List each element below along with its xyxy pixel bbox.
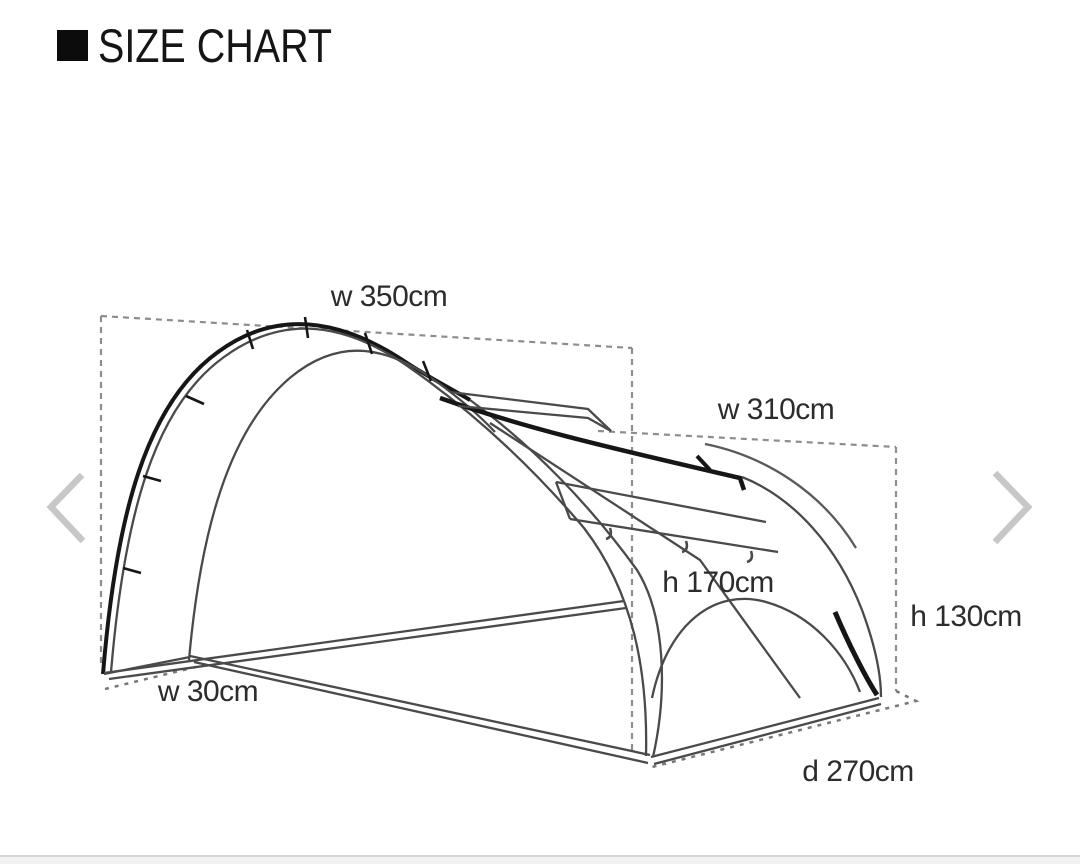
label-cabin-width: w 310cm: [717, 393, 835, 426]
door-outline: [652, 599, 860, 698]
label-cabin-depth: d 270cm: [802, 755, 914, 788]
cabin-door-diagonal-seam: [490, 423, 800, 698]
window-band: [556, 482, 778, 562]
page-title: SIZE CHART: [98, 19, 332, 72]
ground-front-edge: [190, 656, 650, 755]
ground-front-edge-inner: [194, 662, 648, 763]
label-side-offset: w 30cm: [157, 675, 259, 708]
label-canopy-width: w 350cm: [330, 280, 448, 313]
label-peak-height: h 170cm: [662, 566, 774, 599]
zipper-pull-mark: [747, 551, 752, 562]
label-cabin-height: h 130cm: [910, 600, 1022, 633]
bottom-divider: [0, 855, 1080, 864]
cabin-bottom-edge: [651, 698, 879, 757]
front-arch-pole: [103, 324, 470, 674]
cabin-rear-hoop: [705, 444, 856, 548]
ground-back-edge-inner: [109, 608, 626, 679]
zipper-pull-mark: [682, 541, 687, 552]
ground-back-edge: [104, 601, 624, 673]
guide-cabin-width-line: [598, 431, 896, 447]
